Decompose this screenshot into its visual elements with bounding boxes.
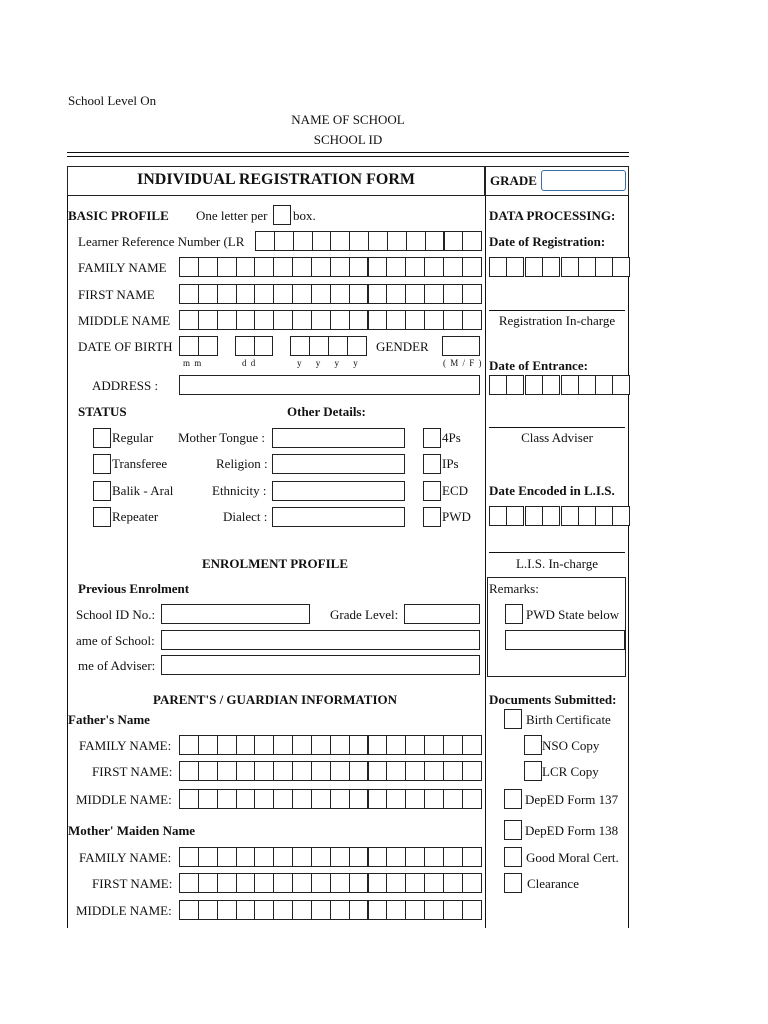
lis-signature-line bbox=[489, 552, 625, 553]
mother-tongue-input[interactable] bbox=[272, 428, 405, 448]
parent-guardian-heading: PARENT'S / GUARDIAN INFORMATION bbox=[153, 692, 397, 707]
letter-box[interactable] bbox=[489, 375, 507, 395]
letter-box[interactable] bbox=[443, 310, 463, 330]
letter-box[interactable] bbox=[330, 231, 350, 251]
letter-box[interactable] bbox=[612, 257, 630, 277]
letter-box[interactable] bbox=[217, 310, 237, 330]
letter-box[interactable] bbox=[462, 873, 482, 893]
letter-box[interactable] bbox=[292, 873, 312, 893]
letter-box[interactable] bbox=[292, 847, 312, 867]
letter-box[interactable] bbox=[349, 847, 369, 867]
letter-box[interactable] bbox=[386, 873, 406, 893]
letter-box[interactable] bbox=[387, 231, 407, 251]
letter-box[interactable] bbox=[595, 257, 613, 277]
father-middle-label: MIDDLE NAME: bbox=[76, 792, 172, 807]
letter-box[interactable] bbox=[424, 310, 444, 330]
letter-box[interactable] bbox=[254, 257, 274, 277]
letter-box[interactable] bbox=[443, 761, 463, 781]
letter-box[interactable] bbox=[405, 257, 425, 277]
letter-box[interactable] bbox=[368, 284, 388, 304]
address-input[interactable] bbox=[179, 375, 480, 395]
letter-box[interactable] bbox=[405, 847, 425, 867]
form-137-label: DepED Form 137 bbox=[525, 792, 619, 807]
status-transferee-label: Transferee bbox=[112, 456, 168, 471]
letter-box[interactable] bbox=[542, 506, 560, 526]
letter-box[interactable] bbox=[462, 735, 482, 755]
letter-box[interactable] bbox=[198, 847, 218, 867]
letter-box[interactable] bbox=[368, 735, 388, 755]
date-registration-label: Date of Registration: bbox=[489, 234, 606, 249]
letter-box[interactable] bbox=[349, 761, 369, 781]
form-138-label: DepED Form 138 bbox=[525, 823, 619, 838]
lcr-copy-checkbox[interactable] bbox=[524, 761, 542, 781]
letter-box[interactable] bbox=[311, 873, 331, 893]
dob-label: DATE OF BIRTH bbox=[78, 339, 173, 354]
letter-box[interactable] bbox=[424, 789, 444, 809]
letter-box[interactable] bbox=[462, 900, 482, 920]
letter-box[interactable] bbox=[347, 336, 367, 356]
letter-box[interactable] bbox=[254, 761, 274, 781]
letter-box[interactable] bbox=[443, 735, 463, 755]
letter-box[interactable] bbox=[179, 735, 199, 755]
letter-box[interactable] bbox=[443, 284, 463, 304]
letter-box[interactable] bbox=[311, 257, 331, 277]
letter-box[interactable] bbox=[198, 900, 218, 920]
letter-box[interactable] bbox=[443, 873, 463, 893]
dob-mm-hint: m m bbox=[183, 358, 203, 368]
dob-dd-hint: d d bbox=[242, 358, 257, 368]
mother-heading: Mother' Maiden Name bbox=[68, 823, 196, 838]
date-encoded-label: Date Encoded in L.I.S. bbox=[489, 483, 615, 498]
letter-box[interactable] bbox=[254, 310, 274, 330]
letter-box[interactable] bbox=[462, 847, 482, 867]
status-repeater-label: Repeater bbox=[112, 509, 159, 524]
letter-box[interactable] bbox=[179, 761, 199, 781]
prev-school-id-input[interactable] bbox=[161, 604, 310, 624]
letter-box[interactable] bbox=[217, 761, 237, 781]
letter-box[interactable] bbox=[217, 847, 237, 867]
letter-box[interactable] bbox=[424, 257, 444, 277]
letter-box[interactable] bbox=[292, 761, 312, 781]
letter-box[interactable] bbox=[179, 847, 199, 867]
hint-text-a: One letter per bbox=[196, 208, 268, 223]
nso-copy-label: NSO Copy bbox=[542, 738, 600, 753]
letter-box[interactable] bbox=[386, 900, 406, 920]
letter-box[interactable] bbox=[405, 789, 425, 809]
letter-box[interactable] bbox=[405, 900, 425, 920]
letter-box[interactable] bbox=[462, 231, 482, 251]
letter-box[interactable] bbox=[217, 257, 237, 277]
letter-box[interactable] bbox=[386, 310, 406, 330]
letter-box[interactable] bbox=[424, 873, 444, 893]
dob-yyyy-hint: y y y y bbox=[297, 358, 364, 368]
letter-box[interactable] bbox=[561, 506, 579, 526]
letter-box[interactable] bbox=[349, 789, 369, 809]
prev-school-name-label: ame of School: bbox=[76, 633, 155, 648]
prev-adviser-input[interactable] bbox=[161, 655, 480, 675]
letter-box[interactable] bbox=[179, 873, 199, 893]
letter-box[interactable] bbox=[462, 789, 482, 809]
letter-box[interactable] bbox=[254, 873, 274, 893]
letter-box[interactable] bbox=[236, 735, 256, 755]
clearance-checkbox[interactable] bbox=[504, 873, 522, 893]
letter-box[interactable] bbox=[273, 900, 293, 920]
letter-box[interactable] bbox=[236, 284, 256, 304]
middle-name-label: MIDDLE NAME bbox=[78, 313, 171, 328]
letter-box[interactable] bbox=[386, 735, 406, 755]
letter-box[interactable] bbox=[292, 257, 312, 277]
letter-box[interactable] bbox=[311, 847, 331, 867]
form-137-checkbox[interactable] bbox=[504, 789, 522, 809]
mother-middle-label: MIDDLE NAME: bbox=[76, 903, 172, 918]
clearance-label: Clearance bbox=[527, 876, 579, 891]
letter-box[interactable] bbox=[254, 735, 274, 755]
letter-box[interactable] bbox=[236, 761, 256, 781]
letter-box[interactable] bbox=[292, 789, 312, 809]
letter-box[interactable] bbox=[311, 284, 331, 304]
letter-box[interactable] bbox=[525, 506, 543, 526]
letter-box[interactable] bbox=[578, 375, 596, 395]
pwd-state-input[interactable] bbox=[505, 630, 625, 650]
letter-box[interactable] bbox=[330, 900, 350, 920]
letter-box[interactable] bbox=[349, 310, 369, 330]
prev-grade-level-input[interactable] bbox=[404, 604, 480, 624]
religion-input[interactable] bbox=[272, 454, 405, 474]
letter-box[interactable] bbox=[462, 761, 482, 781]
lis-incharge-label: L.I.S. In-charge bbox=[515, 556, 599, 571]
ethnicity-label: Ethnicity : bbox=[212, 483, 267, 498]
dialect-input[interactable] bbox=[272, 507, 405, 527]
letter-box[interactable] bbox=[462, 310, 482, 330]
letter-box[interactable] bbox=[349, 735, 369, 755]
basic-profile-heading: BASIC PROFILE bbox=[68, 208, 169, 223]
status-regular-checkbox[interactable] bbox=[93, 428, 111, 448]
letter-box[interactable] bbox=[236, 310, 256, 330]
letter-box[interactable] bbox=[198, 336, 218, 356]
letter-box[interactable] bbox=[255, 231, 275, 251]
letter-box[interactable] bbox=[309, 336, 329, 356]
letter-box[interactable] bbox=[542, 257, 560, 277]
letter-box[interactable] bbox=[217, 735, 237, 755]
letter-box[interactable] bbox=[179, 336, 199, 356]
status-heading: STATUS bbox=[78, 404, 127, 419]
letter-box[interactable] bbox=[311, 735, 331, 755]
letter-box[interactable] bbox=[254, 789, 274, 809]
school-id-label: SCHOOL ID bbox=[313, 132, 383, 147]
letter-box[interactable] bbox=[578, 257, 596, 277]
letter-box[interactable] bbox=[330, 735, 350, 755]
letter-box[interactable] bbox=[198, 735, 218, 755]
letter-box[interactable] bbox=[312, 231, 332, 251]
letter-box[interactable] bbox=[330, 789, 350, 809]
gender-label: GENDER bbox=[376, 339, 429, 354]
letter-box[interactable] bbox=[330, 284, 350, 304]
letter-box[interactable] bbox=[424, 284, 444, 304]
letter-box[interactable] bbox=[424, 847, 444, 867]
letter-box[interactable] bbox=[273, 789, 293, 809]
letter-box[interactable] bbox=[368, 761, 388, 781]
ecd-label: ECD bbox=[442, 483, 468, 498]
letter-box[interactable] bbox=[424, 900, 444, 920]
nso-copy-checkbox[interactable] bbox=[524, 735, 542, 755]
status-balik-aral-checkbox[interactable] bbox=[93, 481, 111, 501]
data-processing-heading: DATA PROCESSING: bbox=[489, 208, 616, 223]
letter-box[interactable] bbox=[444, 231, 464, 251]
pwd-state-checkbox[interactable] bbox=[505, 604, 523, 624]
letter-box[interactable] bbox=[273, 761, 293, 781]
first-name-label: FIRST NAME bbox=[78, 287, 155, 302]
gender-mf-hint: ( M / F ) bbox=[443, 358, 483, 368]
mother-first-label: FIRST NAME: bbox=[92, 876, 173, 891]
status-regular-label: Regular bbox=[112, 430, 154, 445]
prev-grade-level-label: Grade Level: bbox=[330, 607, 399, 622]
father-heading: Father's Name bbox=[68, 712, 150, 727]
letter-box[interactable] bbox=[405, 873, 425, 893]
father-family-label: FAMILY NAME: bbox=[79, 738, 172, 753]
lcr-copy-label: LCR Copy bbox=[542, 764, 599, 779]
family-name-label: FAMILY NAME bbox=[78, 260, 167, 275]
mother-family-label: FAMILY NAME: bbox=[79, 850, 172, 865]
letter-box[interactable] bbox=[349, 231, 369, 251]
letter-box[interactable] bbox=[254, 284, 274, 304]
letter-box[interactable] bbox=[462, 284, 482, 304]
letter-box[interactable] bbox=[330, 257, 350, 277]
form-title: INDIVIDUAL REGISTRATION FORM bbox=[137, 171, 415, 188]
letter-box[interactable] bbox=[292, 310, 312, 330]
letter-box[interactable] bbox=[386, 257, 406, 277]
letter-box[interactable] bbox=[330, 310, 350, 330]
good-moral-label: Good Moral Cert. bbox=[526, 850, 619, 865]
letter-box[interactable] bbox=[273, 847, 293, 867]
letter-box[interactable] bbox=[368, 789, 388, 809]
4ps-checkbox[interactable] bbox=[423, 428, 441, 448]
letter-box[interactable] bbox=[424, 735, 444, 755]
pwd-label: PWD bbox=[442, 509, 471, 524]
letter-box[interactable] bbox=[525, 257, 543, 277]
letter-box[interactable] bbox=[386, 789, 406, 809]
letter-box[interactable] bbox=[273, 310, 293, 330]
letter-box[interactable] bbox=[236, 873, 256, 893]
letter-box[interactable] bbox=[330, 873, 350, 893]
letter-box[interactable] bbox=[198, 257, 218, 277]
letter-box[interactable] bbox=[198, 310, 218, 330]
letter-box[interactable] bbox=[349, 257, 369, 277]
letter-box[interactable] bbox=[293, 231, 313, 251]
status-balik-aral-label: Balik - Aral bbox=[112, 483, 174, 498]
header-divider-bottom bbox=[67, 156, 629, 157]
letter-box[interactable] bbox=[290, 336, 310, 356]
birth-certificate-checkbox[interactable] bbox=[504, 709, 522, 729]
letter-box[interactable] bbox=[273, 735, 293, 755]
letter-box[interactable] bbox=[292, 735, 312, 755]
letter-box[interactable] bbox=[368, 900, 388, 920]
letter-box[interactable] bbox=[506, 257, 524, 277]
father-first-label: FIRST NAME: bbox=[92, 764, 173, 779]
letter-box[interactable] bbox=[198, 761, 218, 781]
status-repeater-checkbox[interactable] bbox=[93, 507, 111, 527]
letter-box[interactable] bbox=[198, 284, 218, 304]
letter-box[interactable] bbox=[506, 375, 524, 395]
letter-box[interactable] bbox=[425, 231, 445, 251]
pwd-state-label: PWD State below bbox=[526, 607, 620, 622]
letter-box[interactable] bbox=[386, 847, 406, 867]
letter-box[interactable] bbox=[328, 336, 348, 356]
registration-incharge-label: Registration In-charge bbox=[498, 313, 616, 328]
address-label: ADDRESS : bbox=[92, 378, 159, 393]
previous-enrolment-heading: Previous Enrolment bbox=[78, 581, 190, 596]
letter-box[interactable] bbox=[349, 873, 369, 893]
letter-box[interactable] bbox=[525, 375, 543, 395]
ethnicity-input[interactable] bbox=[272, 481, 405, 501]
letter-box[interactable] bbox=[405, 735, 425, 755]
class-adviser-label: Class Adviser bbox=[521, 430, 593, 445]
letter-box[interactable] bbox=[612, 375, 630, 395]
grade-input[interactable] bbox=[541, 170, 626, 191]
other-details-heading: Other Details: bbox=[287, 404, 366, 419]
letter-box[interactable] bbox=[198, 873, 218, 893]
lrn-label: Learner Reference Number (LR bbox=[78, 234, 245, 249]
letter-box[interactable] bbox=[311, 789, 331, 809]
letter-box[interactable] bbox=[595, 375, 613, 395]
letter-box[interactable] bbox=[368, 873, 388, 893]
letter-box[interactable] bbox=[595, 506, 613, 526]
birth-certificate-label: Birth Certificate bbox=[526, 712, 611, 727]
grade-label: GRADE bbox=[490, 173, 537, 188]
prev-school-id-label: School ID No.: bbox=[76, 607, 156, 622]
prev-school-name-input[interactable] bbox=[161, 630, 480, 650]
letter-box[interactable] bbox=[236, 900, 256, 920]
letter-box[interactable] bbox=[506, 506, 524, 526]
hint-text-b: box. bbox=[293, 208, 316, 223]
letter-box[interactable] bbox=[217, 873, 237, 893]
remarks-label: Remarks: bbox=[489, 581, 539, 596]
letter-box[interactable] bbox=[489, 257, 507, 277]
letter-box[interactable] bbox=[235, 336, 255, 356]
hint-sample-box bbox=[273, 205, 291, 225]
dialect-label: Dialect : bbox=[223, 509, 268, 524]
adviser-signature-line bbox=[489, 427, 625, 428]
4ps-label: 4Ps bbox=[442, 430, 461, 445]
letter-box[interactable] bbox=[349, 900, 369, 920]
school-name-label: NAME OF SCHOOL bbox=[291, 112, 405, 127]
letter-box[interactable] bbox=[443, 847, 463, 867]
letter-box[interactable] bbox=[386, 284, 406, 304]
letter-box[interactable] bbox=[349, 284, 369, 304]
form-138-checkbox[interactable] bbox=[504, 820, 522, 840]
letter-box[interactable] bbox=[368, 231, 388, 251]
school-level-label: School Level On bbox=[68, 93, 157, 108]
letter-box[interactable] bbox=[405, 761, 425, 781]
religion-label: Religion : bbox=[216, 456, 268, 471]
letter-box[interactable] bbox=[368, 847, 388, 867]
ecd-checkbox[interactable] bbox=[423, 481, 441, 501]
letter-box[interactable] bbox=[386, 761, 406, 781]
letter-box[interactable] bbox=[179, 284, 199, 304]
letter-box[interactable] bbox=[292, 900, 312, 920]
letter-box[interactable] bbox=[406, 231, 426, 251]
letter-box[interactable] bbox=[217, 789, 237, 809]
letter-box[interactable] bbox=[179, 310, 199, 330]
letter-box[interactable] bbox=[443, 789, 463, 809]
mother-tongue-label: Mother Tongue : bbox=[178, 430, 265, 445]
letter-box[interactable] bbox=[561, 375, 579, 395]
letter-box[interactable] bbox=[179, 789, 199, 809]
letter-box[interactable] bbox=[405, 310, 425, 330]
letter-box[interactable] bbox=[405, 284, 425, 304]
letter-box[interactable] bbox=[179, 900, 199, 920]
ips-checkbox[interactable] bbox=[423, 454, 441, 474]
letter-box[interactable] bbox=[292, 284, 312, 304]
letter-box[interactable] bbox=[198, 789, 218, 809]
letter-box[interactable] bbox=[217, 900, 237, 920]
letter-box[interactable] bbox=[330, 761, 350, 781]
letter-box[interactable] bbox=[254, 336, 274, 356]
letter-box[interactable] bbox=[311, 761, 331, 781]
ips-label: IPs bbox=[442, 456, 459, 471]
gender-input[interactable] bbox=[442, 336, 480, 356]
letter-box[interactable] bbox=[236, 847, 256, 867]
frame-right bbox=[628, 196, 629, 928]
letter-box[interactable] bbox=[311, 310, 331, 330]
letter-box[interactable] bbox=[424, 761, 444, 781]
letter-box[interactable] bbox=[254, 900, 274, 920]
letter-box[interactable] bbox=[489, 506, 507, 526]
letter-box[interactable] bbox=[273, 257, 293, 277]
letter-box[interactable] bbox=[273, 873, 293, 893]
enrolment-heading: ENROLMENT PROFILE bbox=[201, 556, 349, 571]
letter-box[interactable] bbox=[236, 257, 256, 277]
registration-signature-line bbox=[489, 310, 625, 311]
letter-box[interactable] bbox=[462, 257, 482, 277]
letter-box[interactable] bbox=[330, 847, 350, 867]
letter-box[interactable] bbox=[561, 257, 579, 277]
letter-box[interactable] bbox=[368, 257, 388, 277]
good-moral-checkbox[interactable] bbox=[504, 847, 522, 867]
letter-box[interactable] bbox=[254, 847, 274, 867]
frame-left bbox=[67, 196, 68, 928]
letter-box[interactable] bbox=[542, 375, 560, 395]
letter-box[interactable] bbox=[578, 506, 596, 526]
letter-box[interactable] bbox=[443, 257, 463, 277]
letter-box[interactable] bbox=[368, 310, 388, 330]
letter-box[interactable] bbox=[443, 900, 463, 920]
header-divider-top bbox=[67, 152, 629, 153]
letter-box[interactable] bbox=[274, 231, 294, 251]
letter-box[interactable] bbox=[311, 900, 331, 920]
prev-adviser-label: me of Adviser: bbox=[78, 658, 156, 673]
pwd-checkbox[interactable] bbox=[423, 507, 441, 527]
letter-box[interactable] bbox=[179, 257, 199, 277]
letter-box[interactable] bbox=[273, 284, 293, 304]
documents-heading: Documents Submitted: bbox=[489, 692, 617, 707]
letter-box[interactable] bbox=[612, 506, 630, 526]
date-entrance-label: Date of Entrance: bbox=[489, 358, 588, 373]
letter-box[interactable] bbox=[217, 284, 237, 304]
letter-box[interactable] bbox=[236, 789, 256, 809]
status-transferee-checkbox[interactable] bbox=[93, 454, 111, 474]
